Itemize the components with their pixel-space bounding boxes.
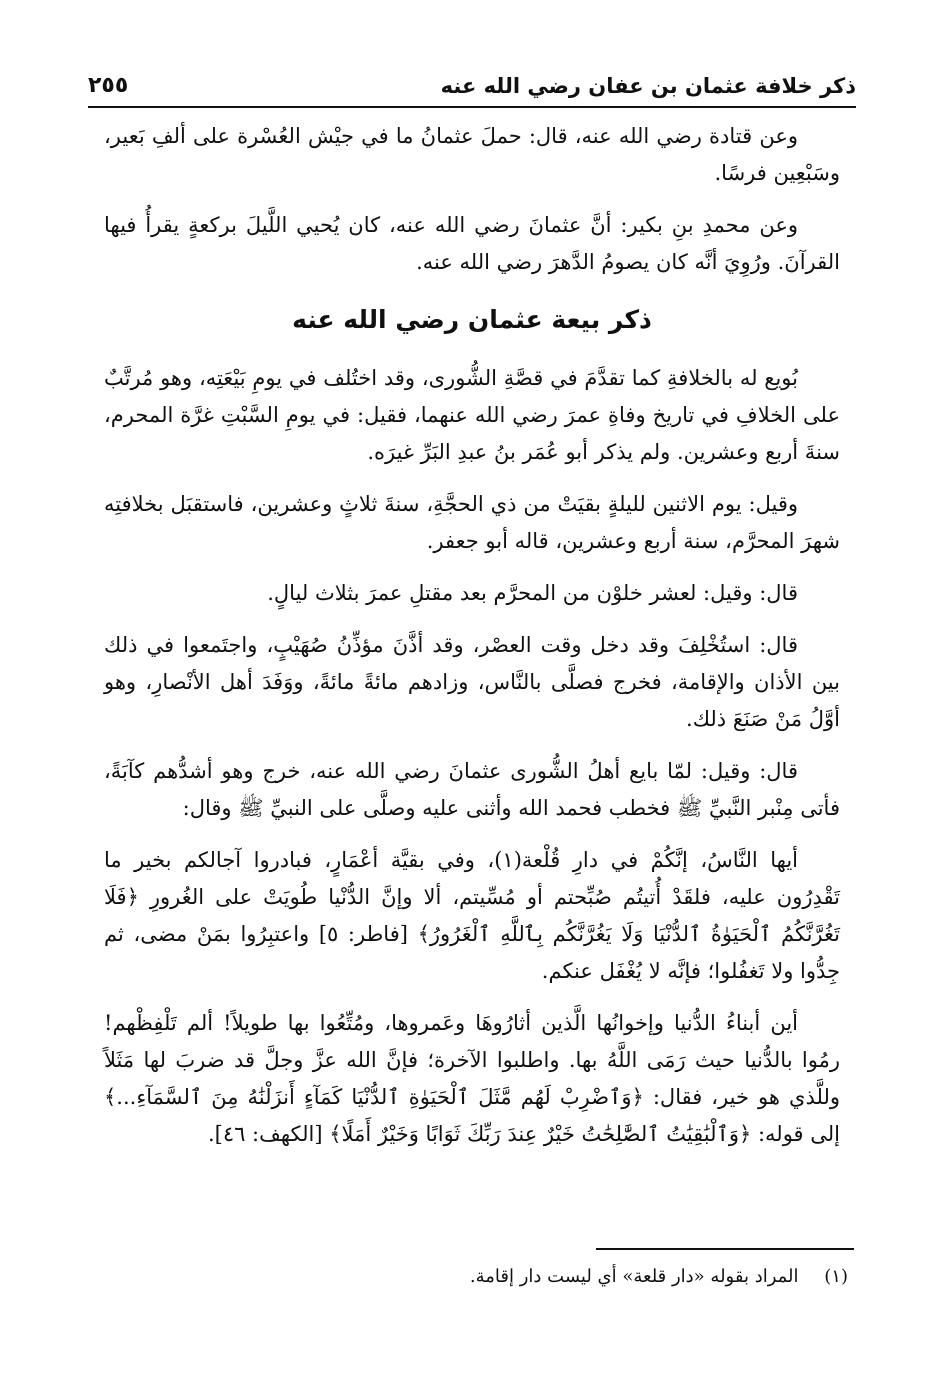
footnote-divider	[596, 1248, 854, 1250]
paragraph: أيها النَّاسُ، إنَّكُمْ في دارِ قُلْعة(١)، وفي بقيَّة أعْمَارٍ، فبادروا آجالكم بخير ما تَقْدِرُون عليه، فلقَدْ أُتيتُم صُبِّحتم أو مُسِّيتم، ألا وإنَّ الدُّنْيا طُويَتْ على الغُرورِ ﴿فَلَا تَغُرَّنَّكُمُ ٱلْحَيَوٰةُ ٱلدُّنْيَا وَلَا يَغُرَّنَّكُم بِٱللَّهِ ٱلْغَرُورُ﴾ [فاطر: ٥] واعتبِرُوا بمَنْ مضى، ثم جِدُّوا ولا تَغفُلوا؛ فإنَّه لا يُغْفَل عنكم.	[104, 848, 840, 983]
paragraph: بُويع له بالخلافةِ كما تقدَّمَ في قصَّةِ الشُّورى، وقد اختُلف في يومِ بَيْعَتِه، وهو مُرتَّبٌ على الخلافِ في تاريخ وفاةِ عمرَ رضي الله عنهما، فقيل: في يومِ السَّبْتِ غرَّة المحرم، سنةَ أربع وعشرين. ولم يذكر أبو عُمَر بنُ عبدِ البَرِّ غيرَه.	[104, 366, 840, 464]
page-body	[104, 118, 840, 1168]
page-number: ٢٥٥	[88, 73, 129, 98]
footnote-text: المراد بقوله «دار قلعة» أي ليست دار إقامة.	[469, 1266, 799, 1287]
paragraph: قال: وقيل: لمّا بايع أهلُ الشُّورى عثمانَ رضي الله عنه، خرج وهو أشدُّهم كآبَةً، فأتى مِنْبر النَّبيِّ ﷺ فخطب فحمد الله وأثنى عليه وصلَّى على النبيِّ ﷺ وقال:	[104, 759, 840, 820]
footnote	[104, 1262, 848, 1292]
paragraph: وعن محمدِ بنِ بكير: أنَّ عثمانَ رضي الله عنه، كان يُحيي اللَّيلَ بركعةٍ يقرأُ فيها القرآنَ. ورُوِيَ أنَّه كان يصومُ الدَّهرَ رضي الله عنه.	[104, 213, 840, 274]
paragraph: قال: وقيل: لعشر خلوْن من المحرَّم بعد مقتلِ عمرَ بثلاث ليالٍ.	[267, 581, 798, 605]
running-header	[88, 62, 856, 108]
paragraph: قال: استُخْلِفَ وقد دخل وقت العصْر، وقد أذَّنَ مؤذِّنُ صُهَيْبٍ، واجتَمعوا في ذلك بين الأذان والإقامة، فخرج فصلَّى بالنَّاس، وزادهم مائةً مائةً، ووَفَدَ أهل الأنْصارِ، وهو أوَّلُ مَنْ صَنَعَ ذلك.	[104, 633, 840, 731]
paragraph: أين أبناءُ الدُّنيا وإخوانُها الَّذين أثارُوهَا وعَمروها، ومُتِّعُوا بها طويلاً! ألم تَلْفِظْهم! رمُوا بالدُّنيا حيث رَمَى اللَّهُ بها. واطلبوا الآخرة؛ فإنَّ الله عزَّ وجلَّ قد ضربَ لها مَثَلاً وللَّذي هو خير، فقال: ﴿وَٱضْرِبْ لَهُم مَّثَلَ ٱلْحَيَوٰةِ ٱلدُّنْيَا كَمَآءٍ أَنزَلْنَٰهُ مِنَ ٱلسَّمَآءِ...﴾ إلى قوله: ﴿وَٱلْبَٰقِيَٰتُ ٱلصَّٰلِحَٰتُ خَيْرٌ عِندَ رَبِّكَ ثَوَابًا وَخَيْرٌ أَمَلًا﴾ [الكهف: ٤٦].	[104, 1011, 840, 1146]
section-heading: ذكر بيعة عثمان رضي الله عنه	[292, 305, 652, 334]
footnote-marker: (١)	[824, 1266, 848, 1287]
paragraph: وعن قتادة رضي الله عنه، قال: حملَ عثمانُ ما في جيْش العُسْرة على ألفِ بَعير، وسَبْعِين فرسًا.	[104, 124, 840, 185]
paragraph: وقيل: يوم الاثنين لليلةٍ بقيَتْ من ذي الحجَّةِ، سنةَ ثلاثٍ وعشرين، فاستقبَل بخلافتِه شهرَ المحرَّم، سنة أربع وعشرين، قاله أبو جعفر.	[104, 492, 840, 553]
running-title: ذكر خلافة عثمان بن عفان رضي الله عنه	[440, 74, 856, 98]
